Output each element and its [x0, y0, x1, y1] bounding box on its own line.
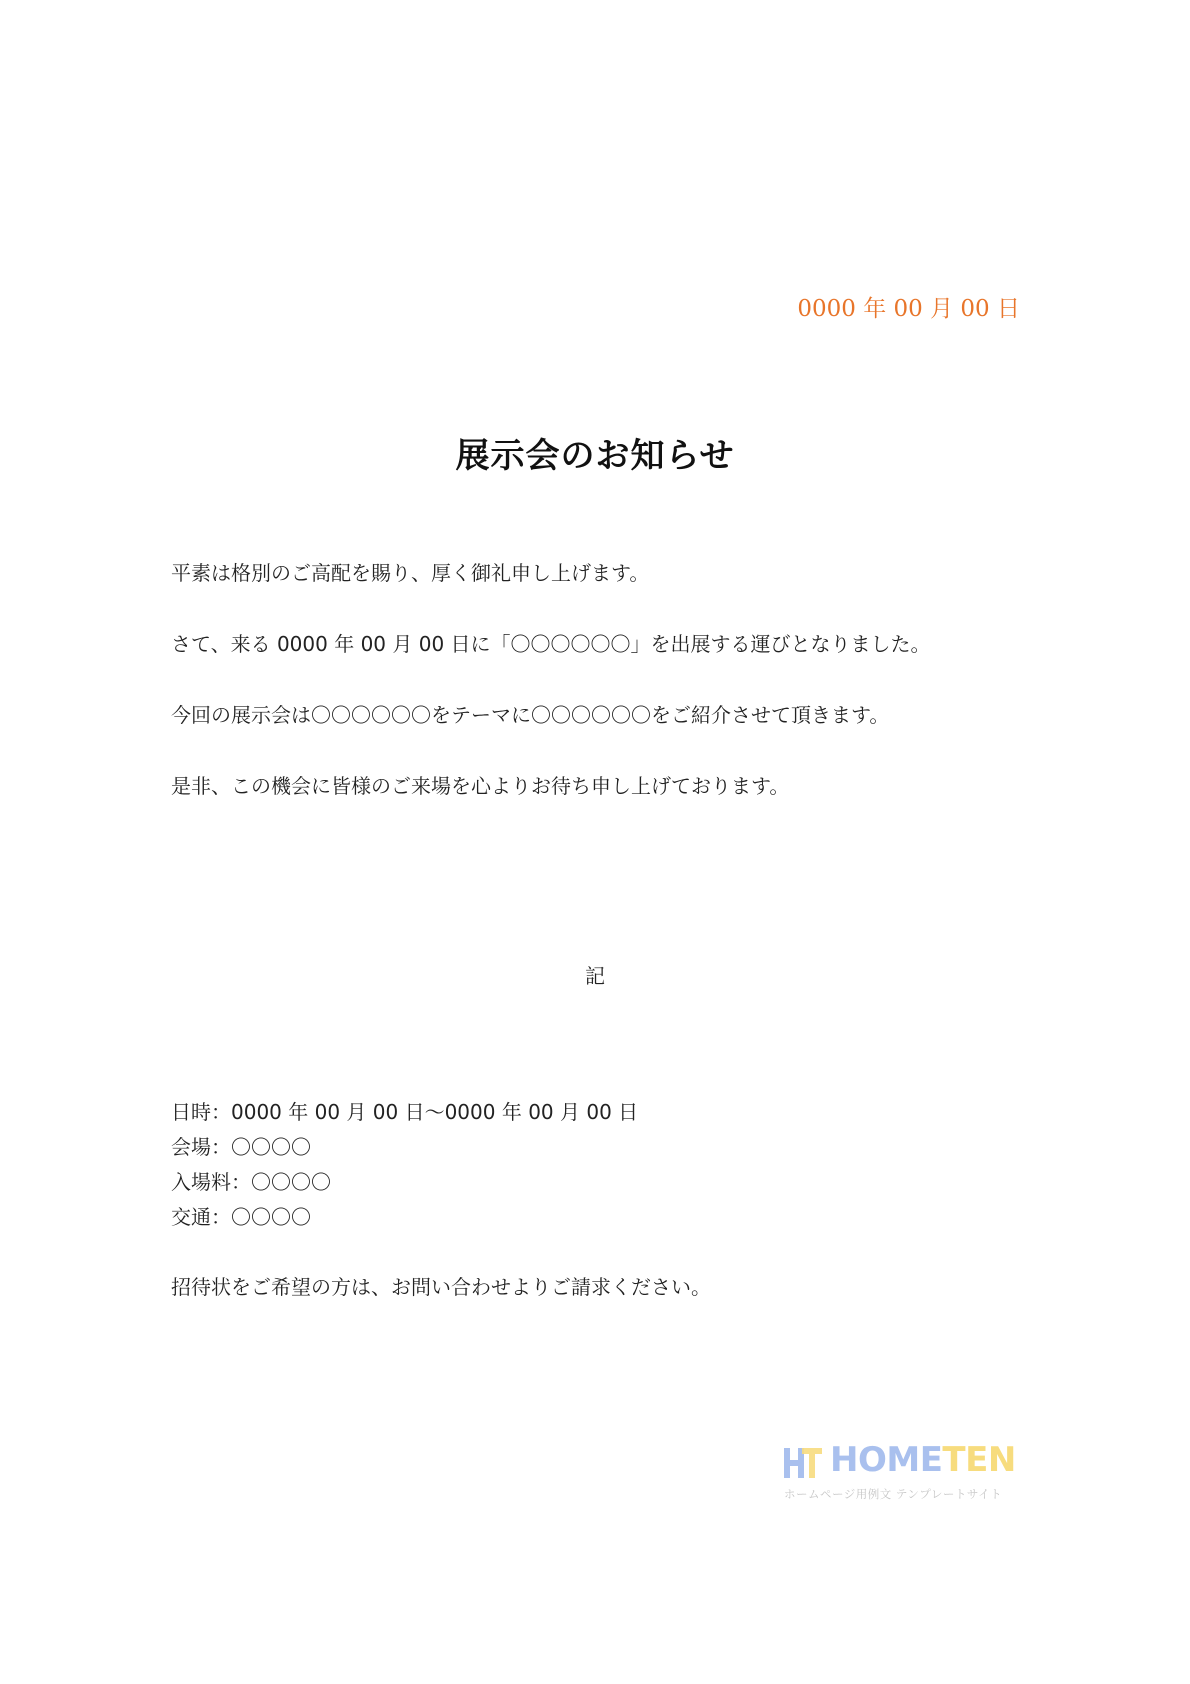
theme-paragraph: 今回の展示会は〇〇〇〇〇〇をテーマに〇〇〇〇〇〇をご紹介させて頂きます。: [171, 703, 890, 727]
logo-home-text: HOME: [830, 1440, 943, 1480]
logo-tagline: ホームページ用例文 テンプレートサイト: [784, 1487, 1003, 1501]
detail-admission: 入場料：〇〇〇〇: [171, 1170, 331, 1194]
ki-heading: 記: [585, 964, 605, 988]
detail-venue: 会場：〇〇〇〇: [171, 1135, 311, 1159]
greeting-paragraph: 平素は格別のご高配を賜り、厚く御礼申し上げます。: [171, 561, 650, 585]
logo-ten-text: TEN: [942, 1440, 1016, 1480]
document-title: 展示会のお知らせ: [455, 436, 735, 476]
hometen-logo: [782, 1440, 1016, 1502]
announcement-paragraph: さて、来る 0000 年 00 月 00 日に「〇〇〇〇〇〇」を出展する運びとなりました。: [171, 632, 931, 656]
hometen-logo-mark-icon: [782, 1444, 824, 1480]
hometen-logo-text: [830, 1440, 1016, 1480]
invitation-paragraph: 是非、この機会に皆様のご来場を心よりお待ち申し上げております。: [171, 774, 790, 798]
detail-access: 交通：〇〇〇〇: [171, 1205, 311, 1229]
document-date: 0000 年 00 月 00 日: [797, 296, 1020, 322]
closing-paragraph: 招待状をご希望の方は、お問い合わせよりご請求ください。: [171, 1275, 711, 1299]
detail-datetime: 日時：0000 年 00 月 00 日〜0000 年 00 月 00 日: [171, 1100, 639, 1124]
